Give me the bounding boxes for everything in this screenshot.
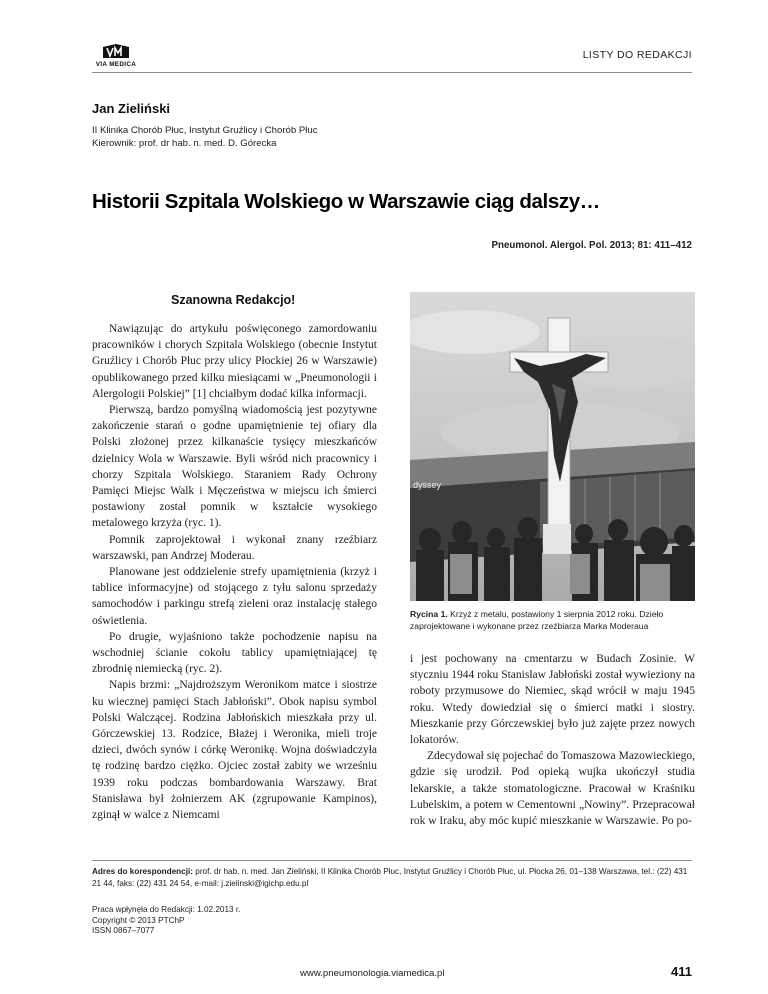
figure-photo <box>410 292 695 601</box>
copyright: Copyright © 2013 PTChP <box>92 915 185 925</box>
correspondence-address <box>92 866 692 889</box>
sign-text: dyssey <box>413 480 442 490</box>
affiliation-head: Kierownik: prof. dr hab. n. med. D. Górecka <box>92 138 277 149</box>
body-column-left <box>92 321 377 823</box>
paragraph: Zdecydował się pojechać do Tomaszowa Mazowieckiego, gdzie się urodził. Pod opieką wujka ukończył studia lekarskie, a także stomatologiczne. Pracował w Kraśniku Lubelskim, a potem w Cementowni „Nowiny”. Przepracował rok w Iraku, aby móc kupić mieszkanie w Warszawie. Po po- <box>410 750 695 828</box>
figure-caption <box>410 608 695 633</box>
paragraph: Pierwszą, bardzo pomyślną wiadomością jest pozytywne zakończenie starań o godne upamiętnienie tej ofiary dla Polski złożonej przez kilkanaście tysięcy mieszkańców dzielnicy Wola w Warszawie. Byli wśród nich pracownicy i chorzy Szpitala Wolskiego. Staraniem Rady Ochrony Pamięci Miejsc Walk i Męczeństwa w miejscu ich śmierci postawiony został pomnik w kształcie wysokiego metalowego krzyża (ryc. 1). <box>92 404 377 530</box>
author-name: Jan Zieliński <box>92 101 171 116</box>
correspondence-label: Adres do korespondencji: <box>92 867 193 876</box>
affiliation-line: II Klinika Chorób Płuc, Instytut Gruźlicy i Chorób Płuc <box>92 125 318 136</box>
caption-label: Rycina 1. <box>410 609 448 619</box>
section-label: LISTY DO REDAKCJI <box>582 49 692 61</box>
paragraph: Napis brzmi: „Najdroższym Weronikom matce i siostrze ku wiecznej pamięci Stach Jabłoński”. Obok napisu symbol Polski Walczącej. Rodzina Jabłońskich mieszkała przy ul. Górczewskiej 13. Rodzice, Błażej i Weronika, mieli troje dzieci, dwóch synów i córkę Weronikę. Wojna doświadczyła tę rodzinę bardzo ciężko. Ojciec został zabity we wrześniu 1939 roku podczas bombardowania Warszawy. Brat Stanisława był żołnierzem AK (zgrupowanie Kampinos), zginął w walce z Niemcami <box>92 679 377 822</box>
paragraph: Planowane jest oddzielenie strefy upamiętnienia (krzyż i tablice informacyjne) od stojącego z tyłu salonu sprzedaży samochodów i parkingu strefą zieleni oraz instalację stałego oświetlenia. <box>92 566 377 627</box>
paragraph: Po drugie, wyjaśniono także pochodzenie napisu na wschodniej ścianie cokołu tablicy upamiętniającej tę zbrodnię niemiecką (ryc. 2). <box>92 630 377 676</box>
issn: ISSN 0867–7077 <box>92 926 155 935</box>
paragraph: i jest pochowany na cmentarzu w Budach Zosinie. W styczniu 1944 roku Stanisław Jabłoński został wywieziony na roboty przymusowe do Niemiec, skąd wrócił w maju 1945 roku. Wtedy dowiedział się o śmierci matki i siostry. Mieszkanie przy Górczewskiej było już zajęte przez nowych lokatorów. <box>410 653 695 747</box>
journal-citation: Pneumonol. Alergol. Pol. 2013; 81: 411–412 <box>491 240 692 251</box>
caption-text: Krzyż z metalu, postawiony 1 sierpnia 2012 roku. Dzieło zaprojektowane i wykonane przez rzeźbiarza Marka Moderaua <box>410 609 664 632</box>
page-number: 411 <box>671 964 692 979</box>
cross-monument-photo <box>410 292 695 601</box>
paragraph: Pomnik zaprojektował i wykonał znany rzeźbiarz warszawski, pan Andrzej Moderau. <box>92 533 377 562</box>
footer-divider <box>92 860 692 861</box>
publisher-logo <box>92 44 140 72</box>
via-medica-logo-icon <box>101 44 131 60</box>
header-divider <box>92 72 692 73</box>
logo-text: VIA MEDICA <box>95 61 137 68</box>
article-title: Historii Szpitala Wolskiego w Warszawie ciąg dalszy… <box>92 190 600 213</box>
body-column-right <box>410 651 695 829</box>
correspondence-text: prof. dr hab. n. med. Jan Zieliński, II Klinika Chorób Płuc, Instytut Gruźlicy i Chorób Płuc, ul. Płocka 26, 01–138 Warszawa, tel.: (22) 431 21 44, faks: (22) 431 24 54, e-mail: j.zielinski@igichp.edu.pl <box>92 867 688 888</box>
received-date: Praca wpłynęła do Redakcji: 1.02.2013 r. <box>92 905 241 914</box>
publication-meta <box>92 905 240 937</box>
greeting: Szanowna Redakcjo! <box>171 293 296 307</box>
journal-url[interactable]: www.pneumonologia.viamedica.pl <box>300 968 445 979</box>
paragraph: Nawiązując do artykułu poświęconego zamordowaniu pracowników i chorych Szpitala Wolskiego (obecnie Instytut Gruźlicy i Chorób Płuc przy ulicy Płockiej 26 w Warszawie) opublikowanego przed kilku miesiącami w „Pneumonologii i Alergologii Polskiej” [1] chciałbym dodać kilka informacji. <box>92 323 377 400</box>
